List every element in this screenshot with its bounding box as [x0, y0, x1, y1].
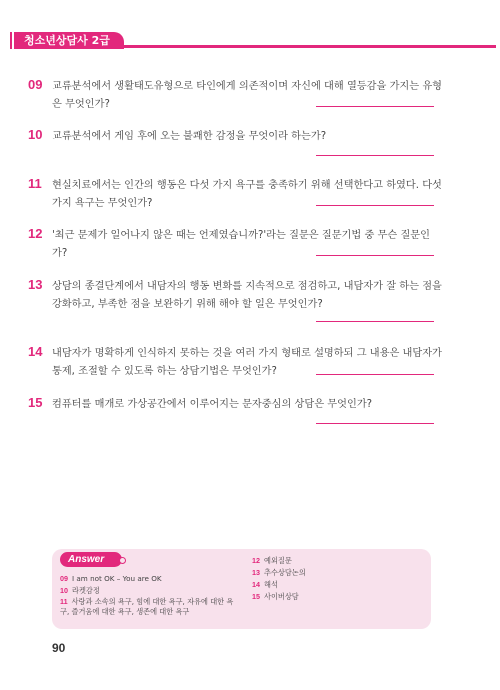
answer-text: 사이버상담 — [264, 592, 299, 601]
answer-number: 13 — [252, 568, 260, 577]
answer-number: 09 — [60, 574, 68, 583]
answer-number: 11 — [60, 597, 68, 606]
question-text: 교류분석에서 게임 후에 오는 불쾌한 감정을 무엇이라 하는가? — [52, 131, 327, 142]
answer-line[interactable] — [316, 423, 434, 424]
answer-number: 12 — [252, 556, 260, 565]
answer-item — [60, 597, 238, 617]
answer-number: 10 — [60, 586, 68, 595]
answer-item — [252, 580, 422, 590]
question-text: 내담자가 명확하게 인식하지 못하는 것을 여러 가지 형태로 설명하되 그 내용은 내담자가 통제, 조절할 수 있도록 하는 상담기법은 무엇인가? — [52, 348, 442, 377]
page-number: 90 — [52, 641, 66, 655]
question-13 — [28, 277, 444, 314]
question-text: 컴퓨터를 매개로 가상공간에서 이루어지는 문자중심의 상담은 무엇인가? — [52, 399, 373, 410]
question-10 — [28, 127, 444, 146]
question-text: 상담의 종결단계에서 내담자의 행동 변화를 지속적으로 점검하고, 내담자가 잘 하는 점을 강화하고, 부족한 점을 보완하기 위해 해야 할 일은 무엇인가? — [52, 281, 442, 310]
answer-text: 예외질문 — [264, 556, 292, 565]
answer-text: 추수상담논의 — [264, 568, 306, 577]
answer-item — [252, 568, 422, 578]
answer-item — [60, 586, 240, 596]
answer-line[interactable] — [316, 255, 434, 256]
question-number: 09 — [28, 77, 43, 92]
question-12 — [28, 226, 444, 263]
question-number: 12 — [28, 226, 43, 241]
section-tag: 청소년상담사 2급 — [14, 32, 124, 49]
answer-text: I am not OK – You are OK — [72, 574, 162, 583]
question-09 — [28, 77, 444, 114]
question-11 — [28, 176, 444, 213]
answer-number: 14 — [252, 580, 260, 589]
question-text: '최근 문제가 일어나지 않은 때는 언제였습니까?'라는 질문은 질문기법 중 무슨 질문인가? — [52, 230, 430, 259]
answer-text: 라켓감정 — [72, 586, 100, 595]
answer-item — [252, 592, 422, 602]
question-number: 11 — [28, 176, 42, 191]
answer-text: 해석 — [264, 580, 278, 589]
answer-number: 15 — [252, 592, 260, 601]
answer-line[interactable] — [316, 106, 434, 107]
question-number: 10 — [28, 127, 43, 142]
question-14 — [28, 344, 444, 381]
answer-label: Answer — [60, 552, 122, 567]
question-text: 현실치료에서는 인간의 행동은 다섯 가지 욕구를 충족하기 위해 선택한다고 하였다. 다섯 가지 욕구는 무엇인가? — [52, 180, 442, 209]
question-text: 교류분석에서 생활태도유형으로 타인에게 의존적이며 자신에 대해 열등감을 가지는 유형은 무엇인가? — [52, 81, 443, 110]
question-number: 14 — [28, 344, 43, 359]
question-number: 13 — [28, 277, 43, 292]
question-number: 15 — [28, 395, 43, 410]
question-15 — [28, 395, 444, 414]
answer-item — [252, 556, 422, 566]
answer-line[interactable] — [316, 205, 434, 206]
answer-line[interactable] — [316, 321, 434, 322]
answer-line[interactable] — [316, 374, 434, 375]
answer-line[interactable] — [316, 155, 434, 156]
answer-text: 사랑과 소속의 욕구, 힘에 대한 욕구, 자유에 대한 욕구, 즐거움에 대한 욕구, 생존에 대한 욕구 — [60, 597, 234, 616]
answer-item — [60, 574, 240, 584]
